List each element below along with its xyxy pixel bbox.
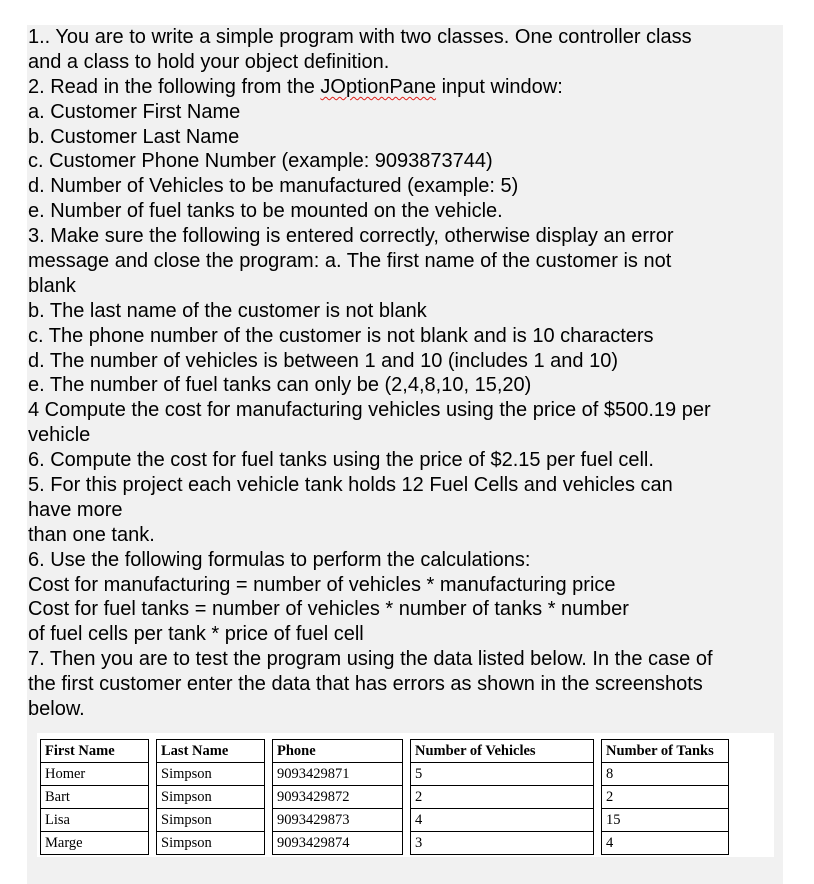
column-gap — [403, 832, 411, 855]
joptionpane-word: JOptionPane — [320, 75, 437, 98]
instruction-line: 3. Make sure the following is entered correctly, otherwise display an error — [28, 225, 674, 248]
instruction-line-joptionpane — [28, 75, 784, 100]
cell-tanks: 8 — [602, 763, 729, 786]
instruction-line: have more — [28, 498, 123, 521]
assignment-instructions — [28, 25, 784, 722]
instruction-line: a. Customer First Name — [28, 100, 241, 123]
instruction-line: d. The number of vehicles is between 1 and 10 (includes 1 and 10) — [28, 349, 618, 372]
cell-vehicles: 2 — [411, 786, 594, 809]
column-gap — [265, 786, 273, 809]
header-first-name: First Name — [41, 740, 149, 763]
instruction-line: 4 Compute the cost for manufacturing vehicles using the price of $500.19 per — [28, 399, 711, 422]
cell-last-name: Simpson — [157, 832, 265, 855]
customer-data-table — [40, 739, 729, 855]
cell-tanks: 2 — [602, 786, 729, 809]
cell-last-name: Simpson — [157, 763, 265, 786]
instruction-line: 6. Compute the cost for fuel tanks using the price of $2.15 per fuel cell. — [28, 449, 654, 472]
table-row — [41, 786, 729, 809]
cell-first-name: Marge — [41, 832, 149, 855]
header-number-of-tanks: Number of Tanks — [602, 740, 729, 763]
column-gap — [403, 809, 411, 832]
instruction-line: b. The last name of the customer is not blank — [28, 299, 427, 322]
cell-vehicles: 5 — [411, 763, 594, 786]
column-gap — [149, 763, 157, 786]
cell-tanks: 4 — [602, 832, 729, 855]
column-gap — [594, 740, 602, 763]
instruction-line: vehicle — [28, 424, 91, 447]
instruction-line-prefix: 2. Read in the following from the — [28, 75, 321, 98]
customer-table-area — [27, 723, 783, 884]
column-gap — [265, 763, 273, 786]
header-number-of-vehicles: Number of Vehicles — [411, 740, 594, 763]
instruction-line: 6. Use the following formulas to perform the calculations: — [28, 548, 531, 571]
instruction-line: c. The phone number of the customer is not blank and is 10 characters — [28, 324, 654, 347]
column-gap — [265, 832, 273, 855]
cell-phone: 9093429873 — [273, 809, 403, 832]
table-row — [41, 832, 729, 855]
table-header-row — [41, 740, 729, 763]
column-gap — [265, 809, 273, 832]
cell-phone: 9093429871 — [273, 763, 403, 786]
instruction-line: 5. For this project each vehicle tank holds 12 Fuel Cells and vehicles can — [28, 474, 673, 497]
table-row — [41, 763, 729, 786]
header-phone: Phone — [273, 740, 403, 763]
cell-last-name: Simpson — [157, 809, 265, 832]
instruction-line: c. Customer Phone Number (example: 9093873744) — [28, 150, 493, 173]
instruction-line: the first customer enter the data that has errors as shown in the screenshots — [28, 673, 703, 696]
table-row — [41, 809, 729, 832]
column-gap — [149, 740, 157, 763]
column-gap — [265, 740, 273, 763]
column-gap — [594, 809, 602, 832]
instruction-line-suffix: input window: — [436, 75, 563, 98]
instruction-line: below. — [28, 698, 85, 721]
cell-vehicles: 4 — [411, 809, 594, 832]
column-gap — [403, 740, 411, 763]
instruction-line: 7. Then you are to test the program using the data listed below. In the case of — [28, 648, 713, 671]
instruction-line: than one tank. — [28, 523, 155, 546]
instruction-line: of fuel cells per tank * price of fuel cell — [28, 623, 364, 646]
instruction-line: b. Customer Last Name — [28, 125, 240, 148]
column-gap — [149, 832, 157, 855]
cell-last-name: Simpson — [157, 786, 265, 809]
cell-first-name: Lisa — [41, 809, 149, 832]
cell-vehicles: 3 — [411, 832, 594, 855]
instruction-line: 1.. You are to write a simple program with two classes. One controller class — [28, 26, 692, 48]
instruction-line: blank — [28, 274, 76, 297]
instruction-line: and a class to hold your object definition. — [28, 50, 390, 73]
column-gap — [149, 786, 157, 809]
column-gap — [594, 786, 602, 809]
instruction-line: Cost for fuel tanks = number of vehicles * number of tanks * number — [28, 598, 629, 621]
instruction-line: message and close the program: a. The first name of the customer is not — [28, 250, 672, 273]
instruction-line: d. Number of Vehicles to be manufactured (example: 5) — [28, 175, 519, 198]
document-page — [27, 25, 783, 884]
instruction-line: Cost for manufacturing = number of vehicles * manufacturing price — [28, 573, 616, 596]
instruction-line: e. The number of fuel tanks can only be (2,4,8,10, 15,20) — [28, 374, 532, 397]
column-gap — [149, 809, 157, 832]
cell-first-name: Bart — [41, 786, 149, 809]
cell-tanks: 15 — [602, 809, 729, 832]
cell-first-name: Homer — [41, 763, 149, 786]
cell-phone: 9093429872 — [273, 786, 403, 809]
cell-phone: 9093429874 — [273, 832, 403, 855]
column-gap — [594, 763, 602, 786]
column-gap — [403, 763, 411, 786]
column-gap — [403, 786, 411, 809]
instruction-line: e. Number of fuel tanks to be mounted on the vehicle. — [28, 200, 503, 223]
header-last-name: Last Name — [157, 740, 265, 763]
column-gap — [594, 832, 602, 855]
